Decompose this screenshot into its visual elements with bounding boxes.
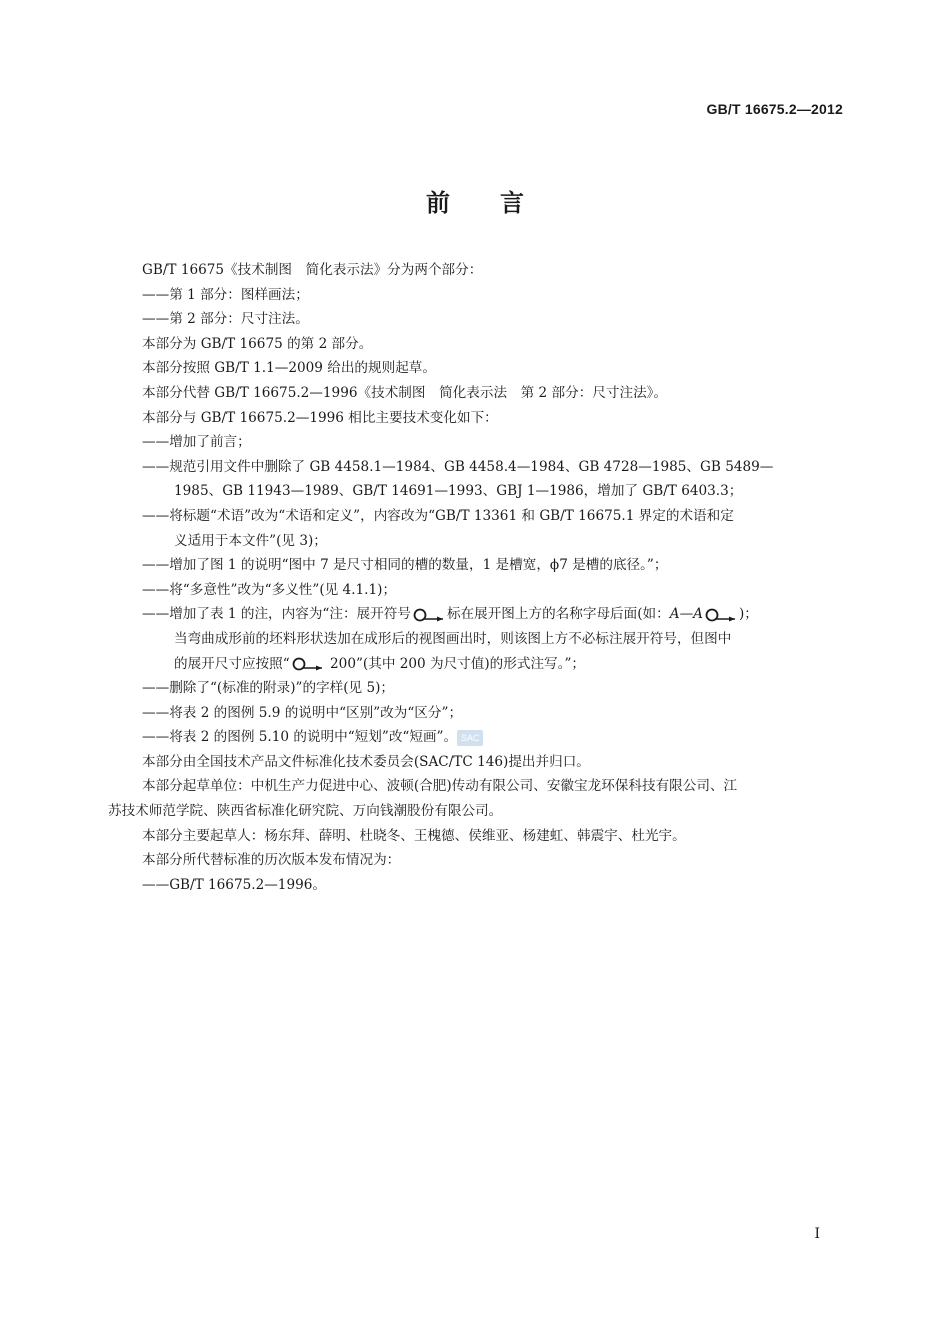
- paragraph: 本部分所代替标准的历次版本发布情况为：: [142, 852, 401, 869]
- page-number: I: [814, 1226, 820, 1242]
- paragraph: 本部分主要起草人：杨东拜、薛明、杜晓冬、王槐德、侯维亚、杨建虹、韩震宇、杜光宇。: [142, 827, 686, 844]
- section-letters: A—A: [669, 606, 703, 623]
- unfold-symbol-icon: [412, 607, 446, 623]
- list-item: ——第 2 部分：尺寸注法。: [142, 311, 309, 328]
- paragraph: 本部分按照 GB/T 1.1—2009 给出的规则起草。: [142, 360, 436, 377]
- paragraph: 本部分代替 GB/T 16675.2—1996《技术制图 简化表示法 第 2 部分：尺寸注法》。: [142, 384, 668, 401]
- list-item: ——将“多意性”改为“多义性”(见 4.1.1)；: [142, 581, 397, 598]
- list-item-continuation: [108, 652, 843, 677]
- list-item: ——增加了前言；: [142, 434, 251, 451]
- standard-code: GB/T 16675.2—2012: [706, 101, 843, 117]
- list-item-continuation: 当弯曲成形前的坯料形状迭加在成形后的视图画出时，则该图上方不必标注展开符号，但图中: [174, 630, 732, 647]
- paragraph: 本部分与 GB/T 16675.2—1996 相比主要技术变化如下：: [142, 409, 498, 426]
- list-item: ——增加了图 1 的说明“图中 7 是尺寸相同的槽的数量，1 是槽宽，ϕ7 是槽的底径。”；: [142, 557, 668, 574]
- list-item-text: ——增加了表 1 的注，内容为“注：展开符号: [142, 606, 411, 623]
- foreword-body: [108, 258, 843, 897]
- unfold-symbol-icon: [704, 607, 738, 623]
- list-item-text: 标在展开图上方的名称字母后面(如：: [446, 606, 670, 623]
- page-title: 前言: [426, 188, 574, 217]
- list-item: [108, 725, 843, 750]
- list-item: ——GB/T 16675.2—1996。: [142, 876, 327, 893]
- paragraph: GB/T 16675《技术制图 简化表示法》分为两个部分：: [142, 262, 483, 278]
- list-item-continuation: 1985、GB 11943—1989、GB/T 14691—1993、GBJ 1—1986，增加了 GB/T 6403.3；: [174, 483, 743, 500]
- list-item: ——删除了“(标准的附录)”的字样(见 5)；: [142, 680, 394, 697]
- list-item: ——规范引用文件中删除了 GB 4458.1—1984、GB 4458.4—1984、GB 4728—1985、GB 5489—: [142, 458, 774, 475]
- list-item: [108, 602, 843, 627]
- list-item: ——将表 2 的图例 5.9 的说明中“区别”改为“区分”；: [142, 704, 463, 721]
- unfold-symbol-icon: [291, 656, 325, 672]
- paragraph: 本部分为 GB/T 16675 的第 2 部分。: [142, 335, 373, 352]
- sac-watermark-logo: SAC: [457, 730, 483, 746]
- list-item: ——第 1 部分：图样画法；: [142, 286, 309, 303]
- list-item: ——将标题“术语”改为“术语和定义”，内容改为“GB/T 13361 和 GB/T 16675.1 界定的术语和定: [142, 507, 734, 524]
- list-item-text: ——将表 2 的图例 5.10 的说明中“短划”改“短画”。: [142, 729, 458, 746]
- list-item-text: 200”(其中 200 为尺寸值)的形式注写。”；: [325, 655, 585, 672]
- list-item-continuation: 义适用于本文件”(见 3)；: [174, 532, 327, 549]
- paragraph: 本部分起草单位：中机生产力促进中心、波顿(合肥)传动有限公司、安徽宝龙环保科技有限公司、江: [142, 778, 738, 795]
- paragraph: 本部分由全国技术产品文件标准化技术委员会(SAC/TC 146)提出并归口。: [142, 753, 590, 770]
- paragraph-continuation: 苏技术师范学院、陕西省标准化研究院、万向钱潮股份有限公司。: [108, 803, 503, 820]
- list-item-text: )；: [738, 606, 758, 623]
- list-item-text: 的展开尺寸应按照“: [174, 655, 290, 672]
